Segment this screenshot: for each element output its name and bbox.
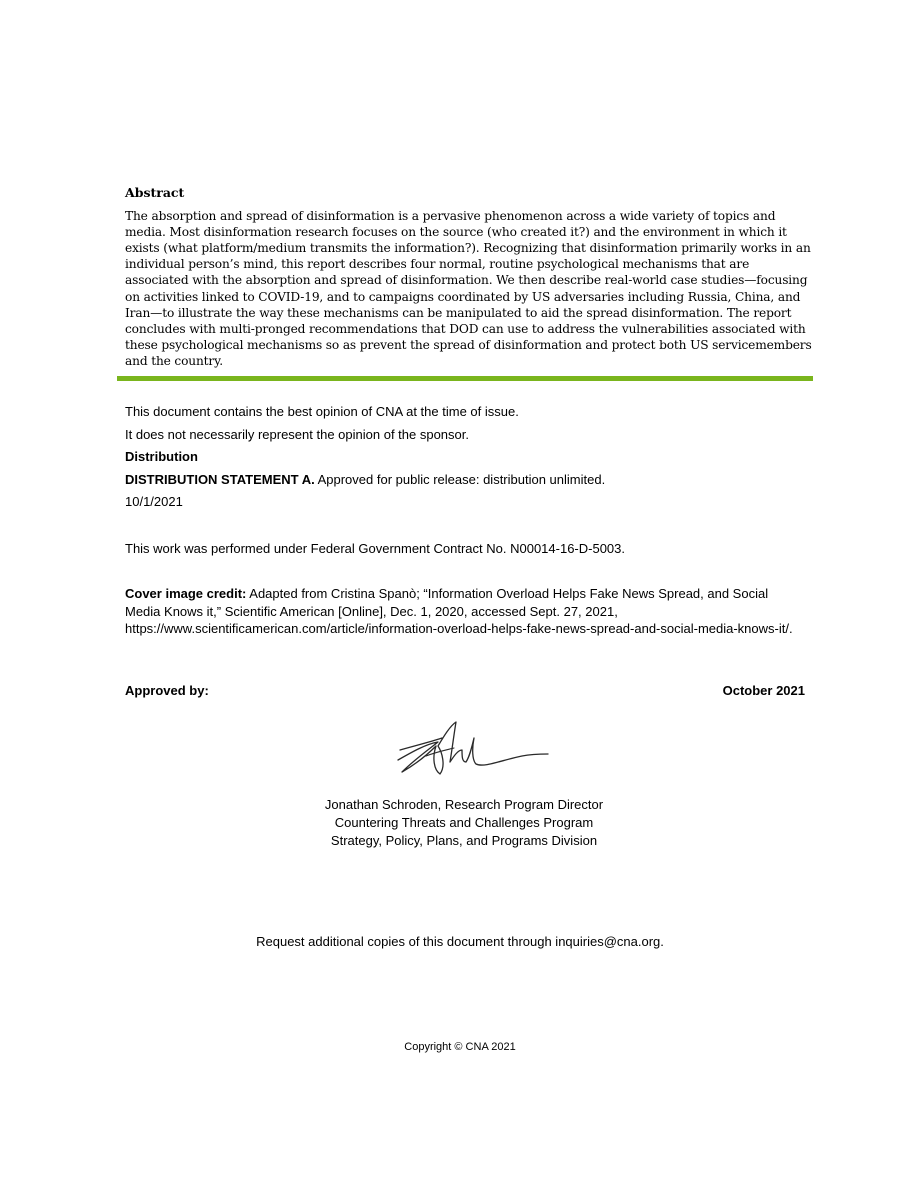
signer-program: Countering Threats and Challenges Program xyxy=(334,815,594,830)
signature-image xyxy=(392,716,552,780)
distribution-statement xyxy=(125,469,805,492)
signer-block xyxy=(0,796,920,850)
cover-credit-text: Adapted from Cristina Spanò; “Information Overload Helps Fake News Spread, and Social Media Knows it,” Scientific American [Online], Dec. 1, 2020, accessed Sept. 27, 2021, https://www.scientificamerican.com/article/information-overload-helps-fake-news-spread-and-social-media-knows-it/. xyxy=(125,586,793,636)
distribution-statement-label: DISTRIBUTION STATEMENT A. xyxy=(125,471,315,487)
approved-by-label: Approved by: xyxy=(125,683,209,698)
abstract-heading: Abstract xyxy=(125,185,185,200)
contract-statement: This work was performed under Federal Government Contract No. N00014-16-D-5003. xyxy=(125,541,626,556)
contract-block xyxy=(125,538,805,561)
approval-row xyxy=(125,683,805,698)
signer-name: Jonathan Schroden, Research Program Director xyxy=(324,797,604,812)
abstract-body: The absorption and spread of disinformation is a pervasive phenomenon across a wide variety of topics and media. Most disinformation research focuses on the source (who created it?) and the environment in which it exists (what platform/medium transmits the information?). Recognizing that disinformation primarily works in an individual person’s mind, this report describes four normal, routine psychological mechanisms that are associated with the absorption and spread of disinformation. We then describe real-world case studies—focusing on activities linked to COVID-19, and to campaigns coordinated by US adversaries including Russia, China, and Iran—to illustrate the way these mechanisms can be manipulated to aid the spread disinformation. The report concludes with multi-pronged recommendations that DOD can use to address the vulnerabilities associated with these psychological mechanisms so as prevent the spread of disinformation and protect both US servicemembers and the country. xyxy=(125,209,812,368)
notice-opinion-line: This document contains the best opinion of CNA at the time of issue. xyxy=(125,404,519,419)
distribution-heading: Distribution xyxy=(125,449,198,464)
approval-date: October 2021 xyxy=(722,683,805,698)
cover-credit-label: Cover image credit: xyxy=(125,586,247,601)
green-divider xyxy=(117,376,813,381)
cover-credit-block xyxy=(125,585,805,638)
document-date: 10/1/2021 xyxy=(125,494,183,509)
notice-block xyxy=(125,401,805,514)
cover-credit xyxy=(125,585,805,638)
copyright-line: Copyright © CNA 2021 xyxy=(404,1041,516,1053)
distribution-statement-text: Approved for public release: distribution unlimited. xyxy=(314,471,606,487)
signer-division: Strategy, Policy, Plans, and Programs Division xyxy=(330,833,598,848)
notice-sponsor-line: It does not necessarily represent the opinion of the sponsor. xyxy=(125,426,469,442)
request-copies-line: Request additional copies of this document through inquiries@cna.org. xyxy=(256,934,664,949)
abstract-section xyxy=(125,185,815,369)
